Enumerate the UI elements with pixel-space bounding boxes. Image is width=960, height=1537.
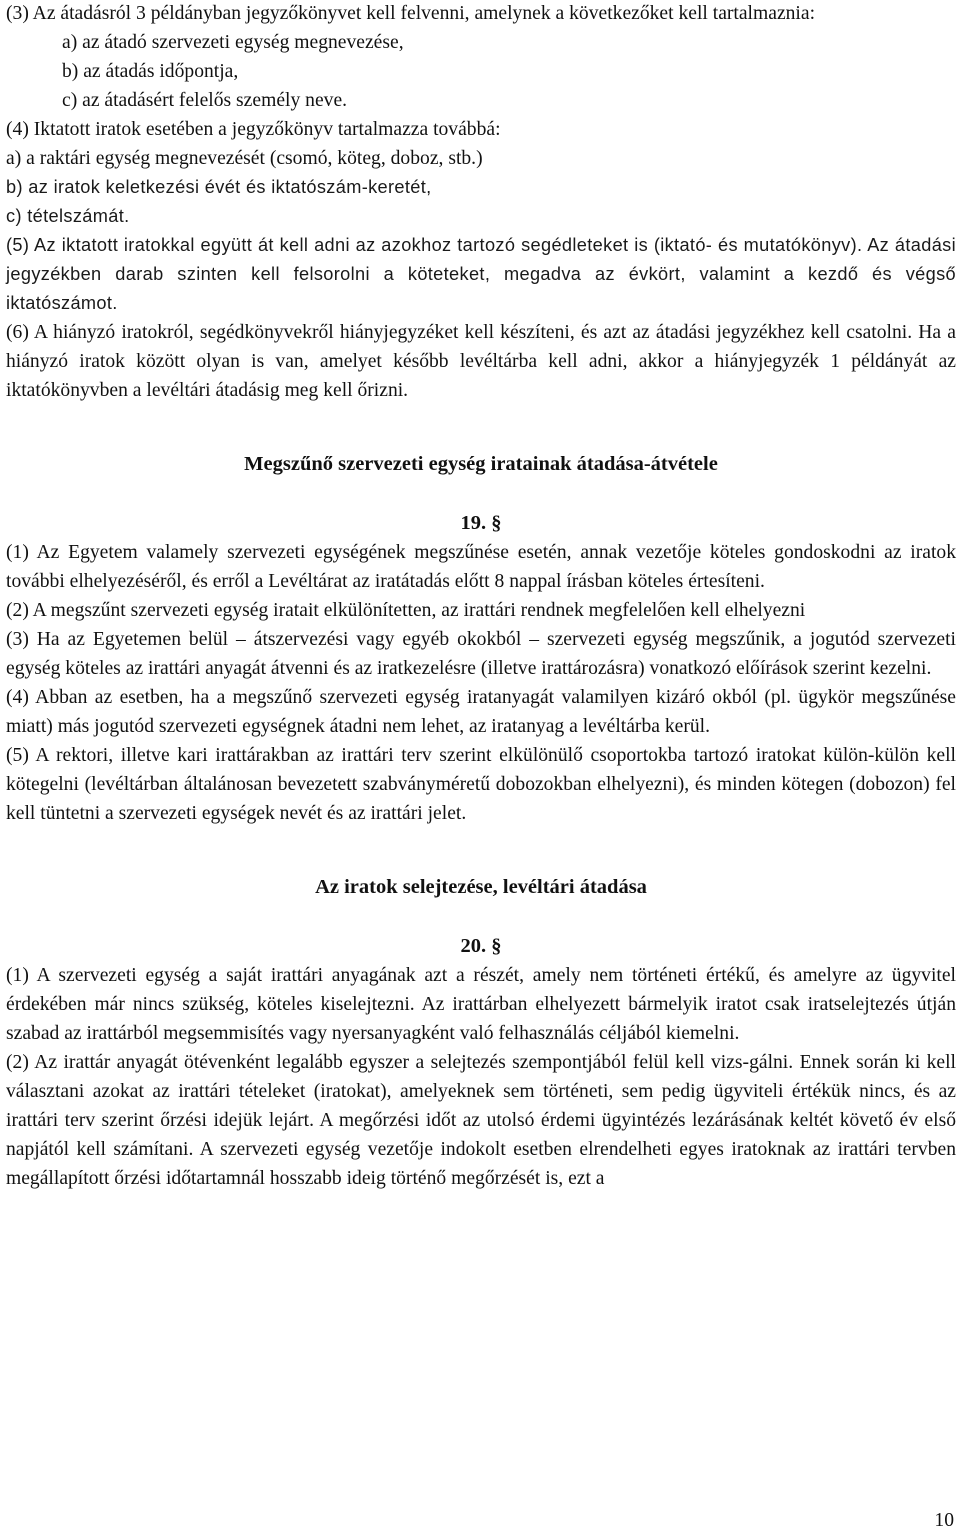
section-20-paragraph-1: (1) A szervezeti egység a saját irattári anyagának azt a részét, amely nem történeti értékű, és amelyre az ügyvitel érdekében már nincs szükség, köteles kiselejtezni. Az irattárban elhelyezett bármelyik iratot csak iratselejtezés útján szabad az irattárból megsemmisítés vagy nyersanyagként való felhasználás céljából kiemelni. bbox=[6, 965, 956, 1044]
list-item-4a: a) a raktári egység megnevezését (csomó, köteg, doboz, stb.) bbox=[6, 148, 483, 169]
list-item-3b: b) az átadás időpontja, bbox=[62, 61, 239, 82]
paragraph-5: (5) Az iktatott iratokkal együtt át kell adni az azokhoz tartozó segédleteket is (iktató- és mutatókönyv). Az átadási jegyzékben darab szinten kell felsorolni a köteteket, megadva az évkört, valamint a kezdő és végső iktatószámot. bbox=[6, 235, 956, 313]
list-item-4b: b) az iratok keletkezési évét és iktatószám-keretét, bbox=[6, 177, 432, 197]
heading-section-20-topic: Az iratok selejtezése, levéltári átadása bbox=[315, 876, 647, 898]
list-item-3a: a) az átadó szervezeti egység megnevezése, bbox=[62, 32, 404, 53]
list-item-4c: c) tételszámát. bbox=[6, 206, 130, 226]
section-20-paragraph-2: (2) Az irattár anyagát ötévenként legalább egyszer a selejtezés szempontjából felül kell vizs-gálni. Ennek során ki kell választani azokat az irattári tételeket (iratokat), amelyeknek sem történeti, sem pedig ügyviteli értékük nincs, és az irattári terv szerint őrzési idejük lejárt. A megőrzési időt az utolsó érdemi ügyintézés lezárásának keltét követő év első napjától kell számítani. A szervezeti egység vezetője indokolt esetben elrendelheti egyes iratoknak az irattári tervben megállapított őrzési időtartamnál hosszabb ideig történő megőrzését is, ezt a bbox=[6, 1052, 956, 1189]
section-19-paragraph-4: (4) Abban az esetben, ha a megszűnő szervezeti egység iratanyagát valamilyen kizáró okból (pl. ügykör megszűnése miatt) más jogutód szervezeti egységnek átadni nem lehet, az iratanyag a levéltárba kerül. bbox=[6, 687, 956, 737]
page-number: 10 bbox=[934, 1510, 954, 1531]
section-20-number: 20. § bbox=[460, 935, 502, 957]
paragraph-4-title: (4) Iktatott iratok esetében a jegyzőkönyv tartalmazza továbbá: bbox=[6, 119, 501, 140]
section-19-paragraph-5: (5) A rektori, illetve kari irattárakban az irattári terv szerint elkülönülő csoportokba tartozó iratokat külön-külön kell kötegelni (levéltárban általánosan bevezetett szabványméretű dobozokban elhelyezni), és minden kötegen (dobozon) fel kell tüntetni a szervezeti egységek nevét és az irattári jelet. bbox=[6, 745, 956, 824]
section-19-paragraph-2: (2) A megszűnt szervezeti egység iratait elkülönítetten, az irattári rendnek megfelelően kell elhelyezni bbox=[6, 600, 806, 621]
section-19-number: 19. § bbox=[460, 512, 502, 534]
list-item-3c: c) az átadásért felelős személy neve. bbox=[62, 90, 348, 111]
section-19-paragraph-3: (3) Ha az Egyetemen belül – átszervezési vagy egyéb okokból – szervezeti egység megszűnik, a jogutód szervezeti egység köteles az irattári anyagát átvenni és az iratkezelésre (illetve irattározásra) vonatkozó előírások szerint kezelni. bbox=[6, 629, 956, 679]
document-page bbox=[6, 0, 956, 1193]
paragraph-3-title: (3) Az átadásról 3 példányban jegyzőkönyvet kell felvenni, amelynek a következőket kell tartalmaznia: bbox=[6, 3, 816, 24]
section-19-paragraph-1: (1) Az Egyetem valamely szervezeti egységének megszűnése esetén, annak vezetője köteles gondoskodni az iratok további elhelyezéséről, és erről a Levéltárat az iratátadás előtt 8 nappal írásban köteles értesíteni. bbox=[6, 542, 956, 592]
paragraph-6: (6) A hiányzó iratokról, segédkönyvekről hiányjegyzéket kell készíteni, és azt az átadási jegyzékhez kell csatolni. Ha a hiányzó iratok között olyan is van, amelyet később levéltárba kell adni, akkor a hiányjegyzék 1 példányát az iktatókönyvben a levéltári átadásig meg kell őrizni. bbox=[6, 322, 956, 401]
heading-section-19-topic: Megszűnő szervezeti egység iratainak átadása-átvétele bbox=[244, 453, 718, 475]
